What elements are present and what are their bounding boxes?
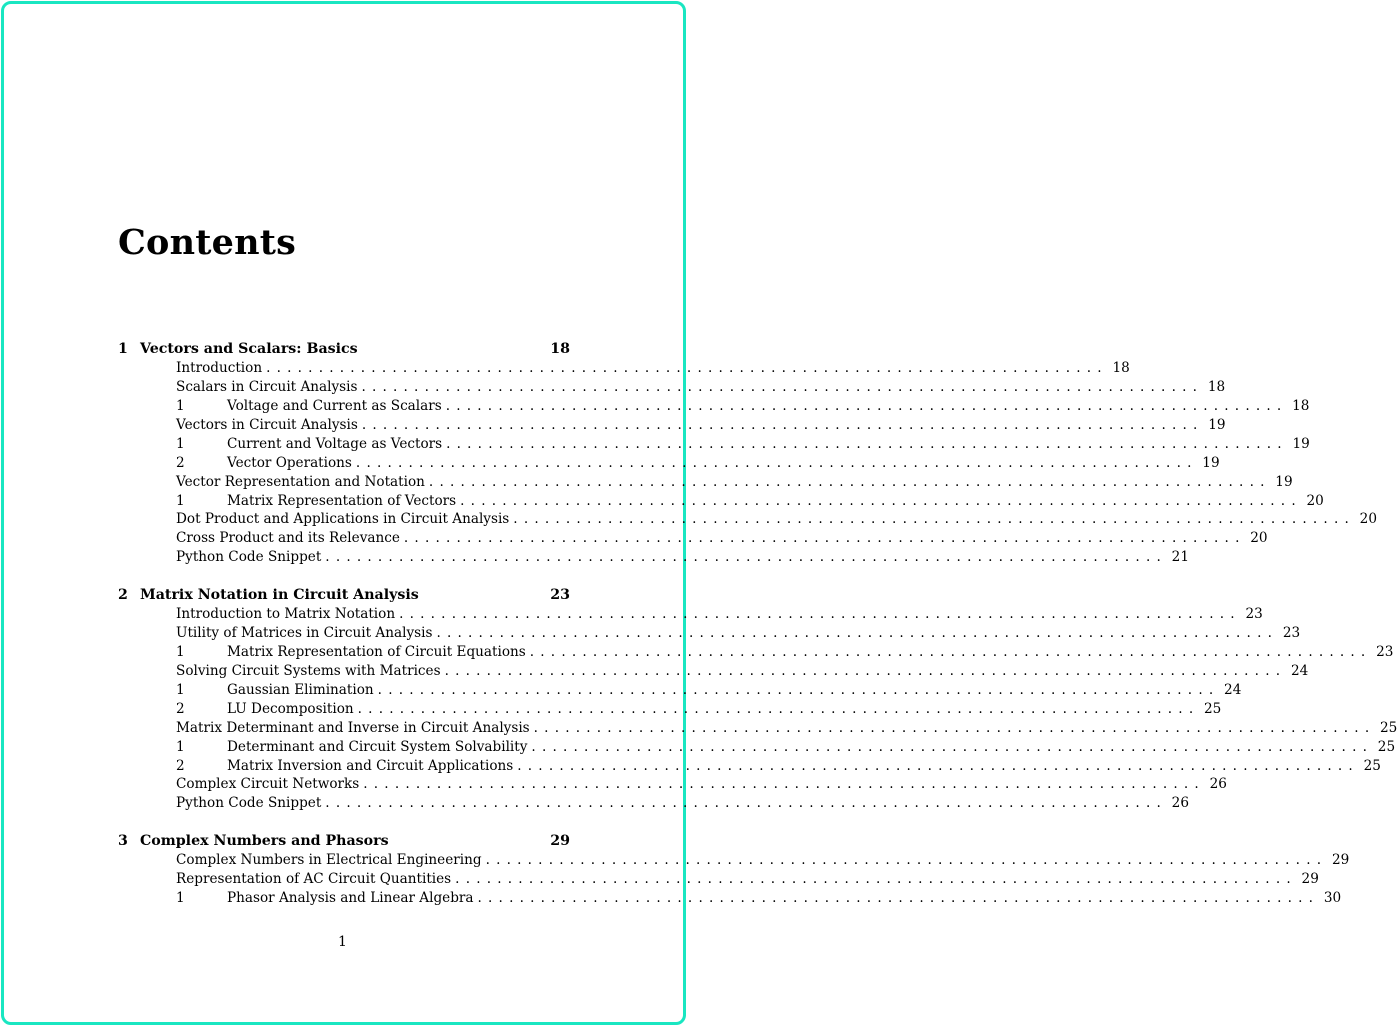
toc-entry-label-group (176, 700, 354, 719)
chapter-heading[interactable] (118, 340, 570, 359)
page-number: 1 (338, 934, 347, 950)
subsection-number: 1 (176, 644, 185, 661)
toc-entry-page: 23 (1376, 644, 1394, 661)
dot-leader: ................................................................................ (399, 606, 1241, 623)
toc-entry-label-group (176, 397, 442, 416)
toc-entry-label-group (176, 738, 527, 757)
toc-entry-row (176, 851, 1350, 870)
toc-entry[interactable] (118, 794, 1189, 813)
subsection-number: 2 (176, 700, 185, 717)
toc-entry[interactable] (118, 435, 1310, 454)
dot-leader: ................................................................................ (377, 681, 1220, 698)
toc-entry-label-group (176, 529, 400, 548)
chapter-title: Matrix Notation in Circuit Analysis (140, 587, 419, 604)
toc-entry-label: Matrix Representation of Vectors (227, 492, 457, 509)
toc-entry-label: Dot Product and Applications in Circuit Analysis (176, 511, 510, 528)
toc-entry-label-group (176, 435, 442, 454)
toc-entry-label: Complex Numbers in Electrical Engineering (176, 852, 482, 869)
subsection-number: 1 (176, 492, 185, 509)
toc-entry-label: Scalars in Circuit Analysis (176, 379, 358, 396)
toc-entry[interactable] (118, 662, 1309, 681)
toc-entry-label: Python Code Snippet (176, 795, 322, 812)
chapter-page: 23 (550, 587, 570, 604)
toc-entry-label-group (176, 719, 530, 738)
toc-entry-label-group (176, 870, 451, 889)
toc-entry[interactable] (118, 719, 1397, 738)
toc-entry-label-group (176, 378, 357, 397)
toc-entry-label: Matrix Representation of Circuit Equations (227, 644, 526, 661)
dot-leader: ................................................................................ (428, 473, 1271, 490)
toc-entry[interactable] (118, 529, 1268, 548)
toc-entry-label: Matrix Inversion and Circuit Applications (227, 757, 514, 774)
toc-entry-label: Introduction (176, 360, 263, 377)
subsection-number: 1 (176, 681, 185, 698)
toc-entry-label-group (176, 473, 425, 492)
toc-entry-row (176, 492, 1324, 511)
dot-leader: ................................................................................ (460, 492, 1302, 509)
toc-entry-label-group (176, 624, 432, 643)
toc-entry-page: 26 (1171, 795, 1189, 812)
toc-entry-label: Determinant and Circuit System Solvability (227, 738, 528, 755)
toc-entry-page: 30 (1323, 890, 1342, 907)
toc-entry-label: Gaussian Elimination (227, 681, 374, 698)
toc-entry-label-group (176, 794, 321, 813)
toc-entry[interactable] (118, 700, 1222, 719)
chapter-heading[interactable] (118, 586, 570, 605)
dot-leader: ................................................................................ (531, 738, 1374, 755)
toc-entry-row (176, 359, 1130, 378)
toc-entry-row (176, 794, 1189, 813)
toc-entry[interactable] (118, 624, 1301, 643)
dot-leader: ................................................................................ (355, 454, 1198, 471)
toc-entry-row (176, 548, 1189, 567)
toc-entry-label-group (176, 851, 482, 870)
toc-entry-label: Voltage and Current as Scalars (227, 398, 442, 415)
chapter-heading[interactable] (118, 832, 570, 851)
dot-leader: ................................................................................ (325, 795, 1167, 812)
dot-leader: ................................................................................ (361, 379, 1204, 396)
toc-entry-label: LU Decomposition (227, 700, 354, 717)
page-title: Contents (118, 222, 297, 263)
toc-entry-row (176, 757, 1381, 776)
toc-entry[interactable] (118, 378, 1226, 397)
chapter-number: 1 (118, 341, 128, 357)
toc-entry-row (176, 719, 1397, 738)
chapter-title: Complex Numbers and Phasors (140, 833, 389, 850)
dot-leader: ................................................................................ (513, 511, 1355, 528)
toc-entry-label-group (176, 548, 321, 567)
toc-entry-label: Utility of Matrices in Circuit Analysis (176, 625, 433, 642)
toc-entry-page: 20 (1359, 511, 1377, 528)
table-of-contents (118, 340, 1397, 908)
dot-leader: ................................................................................ (266, 360, 1108, 377)
toc-entry-page: 19 (1202, 454, 1220, 471)
toc-entry-row (176, 416, 1226, 435)
toc-entry-label-group (176, 643, 526, 662)
subsection-number: 2 (176, 757, 185, 774)
toc-entry-label: Vectors in Circuit Analysis (176, 416, 358, 433)
toc-entry-row (176, 378, 1226, 397)
toc-entry-label: Vector Operations (227, 454, 352, 471)
toc-entry-row (176, 510, 1377, 529)
toc-entry[interactable] (118, 757, 1381, 776)
toc-entry-page: 20 (1306, 492, 1324, 509)
subsection-number: 2 (176, 454, 185, 471)
toc-entry[interactable] (118, 681, 1242, 700)
toc-entry[interactable] (118, 397, 1310, 416)
toc-entry-page: 24 (1224, 681, 1242, 698)
dot-leader: ................................................................................ (363, 776, 1205, 793)
toc-entry[interactable] (118, 510, 1377, 529)
subsection-number: 1 (176, 738, 185, 755)
toc-entry-label: Phasor Analysis and Linear Algebra (227, 890, 474, 907)
dot-leader: ................................................................................ (477, 890, 1320, 907)
toc-entry-label-group (176, 510, 509, 529)
toc-entry-page: 23 (1245, 606, 1263, 623)
toc-entry-page: 18 (1112, 360, 1130, 377)
toc-entry-label: Representation of AC Circuit Quantities (176, 871, 452, 888)
dot-leader: ................................................................................ (533, 719, 1376, 736)
dot-leader: ................................................................................ (361, 416, 1204, 433)
toc-entry-page: 18 (1292, 398, 1310, 415)
toc-entry[interactable] (118, 605, 1263, 624)
dot-leader: ................................................................................ (455, 871, 1297, 888)
toc-entry[interactable] (118, 851, 1350, 870)
toc-entry-page: 18 (1207, 379, 1226, 396)
toc-entry-page: 19 (1292, 435, 1310, 452)
chapter-spacer (118, 567, 570, 586)
toc-entry-row (176, 473, 1293, 492)
toc-entry[interactable] (118, 548, 1189, 567)
toc-entry-page: 25 (1380, 719, 1397, 736)
dot-leader: ................................................................................ (403, 530, 1246, 547)
toc-entry-label-group (176, 681, 374, 700)
toc-entry-row (176, 889, 1342, 908)
dot-leader: ................................................................................ (445, 398, 1288, 415)
toc-entry[interactable] (118, 870, 1319, 889)
toc-entry-row (176, 454, 1220, 473)
toc-entry[interactable] (118, 473, 1293, 492)
chapter-number: 3 (118, 833, 128, 850)
toc-entry-label-group (176, 416, 358, 435)
toc-entry-page: 19 (1275, 473, 1293, 490)
chapter-number: 2 (118, 587, 128, 604)
toc-entry-label: Cross Product and its Relevance (176, 530, 400, 547)
toc-entry-label-group (176, 359, 262, 378)
toc-entry-page: 29 (1301, 871, 1319, 888)
toc-entry-label: Python Code Snippet (176, 549, 322, 566)
toc-entry-label: Vector Representation and Notation (176, 473, 425, 490)
subsection-number: 1 (176, 435, 185, 452)
dot-leader: ................................................................................ (446, 435, 1288, 452)
toc-entry-label: Introduction to Matrix Notation (176, 606, 396, 623)
toc-entry-page: 23 (1282, 625, 1301, 642)
toc-entry[interactable] (118, 775, 1227, 794)
toc-entry-row (176, 700, 1222, 719)
toc-entry-page: 25 (1377, 738, 1396, 755)
toc-entry-row (176, 775, 1227, 794)
toc-entry-label: Complex Circuit Networks (176, 776, 360, 793)
toc-entry-label-group (176, 662, 441, 681)
toc-entry[interactable] (118, 416, 1226, 435)
toc-entry-page: 21 (1171, 549, 1189, 566)
toc-entry-row (176, 605, 1263, 624)
toc-entry-label: Solving Circuit Systems with Matrices (176, 663, 441, 680)
chapter-page: 29 (550, 833, 570, 850)
toc-entry-label-group (176, 454, 352, 473)
toc-entry-label-group (176, 492, 456, 511)
dot-leader: ................................................................................ (517, 757, 1359, 774)
toc-entry-row (176, 662, 1309, 681)
toc-entry-label-group (176, 889, 474, 908)
toc-entry-page: 20 (1250, 530, 1268, 547)
toc-entry-row (176, 681, 1242, 700)
toc-entry-page: 19 (1208, 416, 1226, 433)
subsection-number: 1 (176, 890, 185, 907)
toc-entry-row (176, 397, 1310, 416)
toc-entry[interactable] (118, 359, 1130, 378)
dot-leader: ................................................................................ (529, 644, 1372, 661)
toc-entry-label: Matrix Determinant and Inverse in Circuit Analysis (176, 719, 530, 736)
toc-entry-page: 25 (1363, 757, 1381, 774)
toc-entry-page: 25 (1204, 700, 1222, 717)
toc-entry-page: 24 (1290, 663, 1309, 680)
toc-entry-label: Current and Voltage as Vectors (227, 435, 443, 452)
toc-entry[interactable] (118, 738, 1396, 757)
dot-leader: ................................................................................ (485, 852, 1328, 869)
toc-entry-row (176, 870, 1319, 889)
toc-entry[interactable] (118, 454, 1220, 473)
toc-entry-label-group (176, 757, 513, 776)
dot-leader: ................................................................................ (325, 549, 1167, 566)
toc-entry-row (176, 643, 1394, 662)
toc-entry-label-group (176, 605, 395, 624)
toc-entry[interactable] (118, 492, 1324, 511)
toc-entry-page: 29 (1331, 852, 1350, 869)
subsection-number: 1 (176, 398, 185, 415)
toc-entry-row (176, 624, 1301, 643)
toc-entry-row (176, 529, 1268, 548)
toc-entry-label-group (176, 775, 359, 794)
dot-leader: ................................................................................ (444, 663, 1287, 680)
toc-entry-row (176, 435, 1310, 454)
chapter-spacer (118, 813, 570, 832)
toc-entry[interactable] (118, 889, 1342, 908)
chapter-page: 18 (550, 341, 570, 357)
toc-entry-row (176, 738, 1396, 757)
toc-entry-page: 26 (1209, 776, 1227, 793)
dot-leader: ................................................................................ (357, 700, 1200, 717)
dot-leader: ................................................................................ (436, 625, 1279, 642)
chapter-title: Vectors and Scalars: Basics (140, 341, 358, 357)
toc-entry[interactable] (118, 643, 1394, 662)
